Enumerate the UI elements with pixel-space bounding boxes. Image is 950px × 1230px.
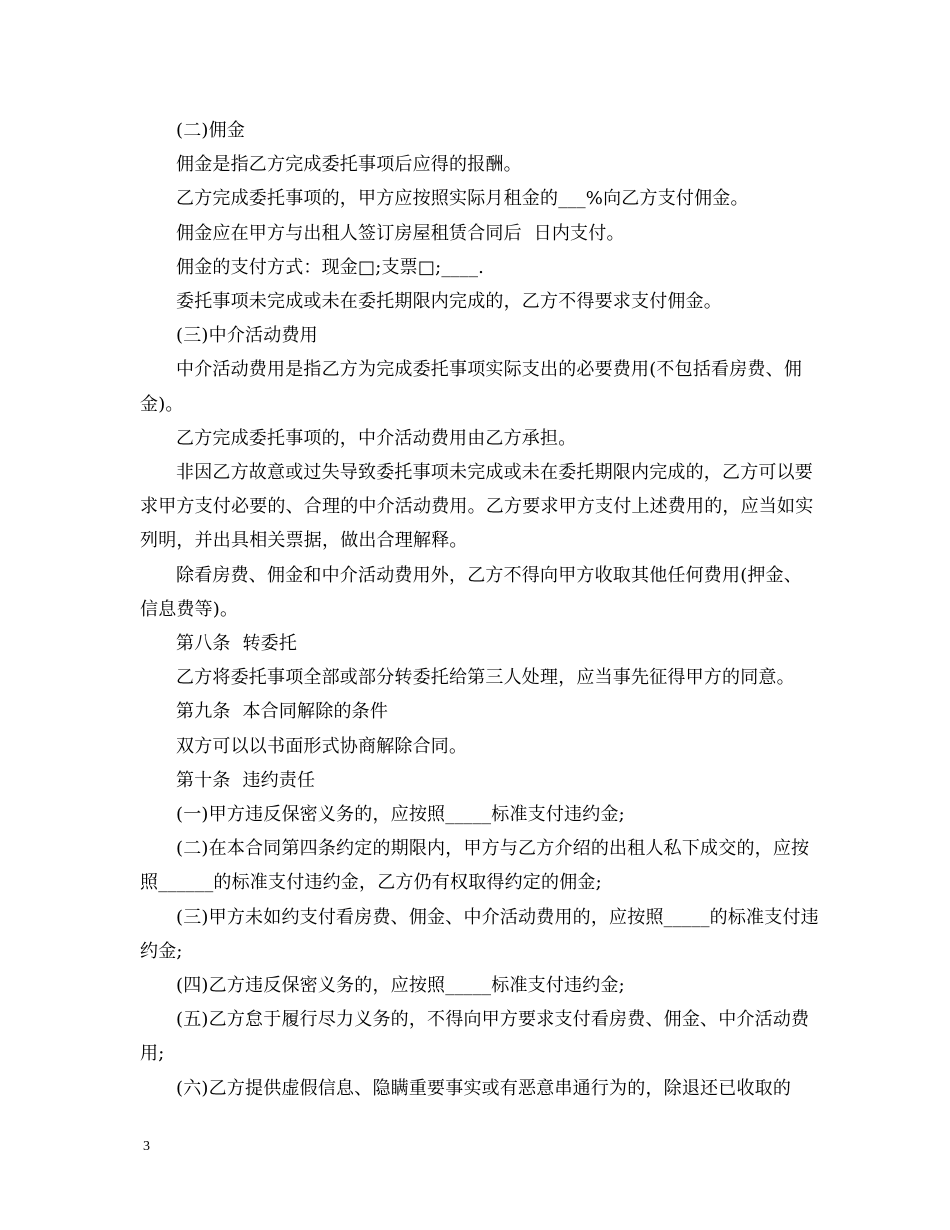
paragraph: 佣金应在甲方与出租人签订房屋租赁合同后 日内支付。 xyxy=(176,222,625,244)
paragraph: (二)在本合同第四条约定的期限内，甲方与乙方介绍的出租人私下成交的，应按照______的标准支付违约金，乙方仍有权取得约定的佣金; xyxy=(140,838,810,894)
paragraph: 佣金的支付方式：现金□;支票□;____. xyxy=(176,256,485,278)
paragraph: 中介活动费用是指乙方为完成委托事项实际支出的必要费用(不包括看房费、佣金)。 xyxy=(140,359,803,415)
paragraph: (三)甲方未如约支付看房费、佣金、中介活动费用的，应按照_____的标准支付违约金; xyxy=(140,906,819,962)
article-heading-8: 第八条 转委托 xyxy=(176,633,298,655)
paragraph: 除看房费、佣金和中介活动费用外，乙方不得向甲方收取其他任何费用(押金、信息费等)。 xyxy=(140,564,803,620)
paragraph: 委托事项未完成或未在委托期限内完成的，乙方不得要求支付佣金。 xyxy=(176,291,722,313)
paragraph: (六)乙方提供虚假信息、隐瞒重要事实或有恶意串通行为的，除退还已收取的 xyxy=(176,1077,792,1099)
paragraph: (一)甲方违反保密义务的，应按照_____标准支付违约金; xyxy=(176,804,625,826)
paragraph: (四)乙方违反保密义务的，应按照_____标准支付违约金; xyxy=(176,975,625,997)
paragraph: 佣金是指乙方完成委托事项后应得的报酬。 xyxy=(176,154,522,176)
paragraph: 非因乙方故意或过失导致委托事项未完成或未在委托期限内完成的，乙方可以要求甲方支付必要的、合理的中介活动费用。乙方要求甲方支付上述费用的，应当如实列明，并出具相关票据，做出合理解释。 xyxy=(140,462,814,552)
document-body xyxy=(140,114,820,1106)
paragraph: 乙方完成委托事项的，甲方应按照实际月租金的___%向乙方支付佣金。 xyxy=(176,188,749,210)
paragraph: 双方可以以书面形式协商解除合同。 xyxy=(176,735,468,757)
article-heading-10: 第十条 违约责任 xyxy=(176,769,316,791)
paragraph: 乙方完成委托事项的，中介活动费用由乙方承担。 xyxy=(176,427,577,449)
section-heading-agency-fees: (三)中介活动费用 xyxy=(176,325,318,347)
paragraph: (五)乙方怠于履行尽力义务的，不得向甲方要求支付看房费、佣金、中介活动费用; xyxy=(140,1009,810,1065)
article-heading-9: 第九条 本合同解除的条件 xyxy=(176,701,389,723)
section-heading-commission: (二)佣金 xyxy=(176,120,246,141)
paragraph: 乙方将委托事项全部或部分转委托给第三人处理，应当事先征得甲方的同意。 xyxy=(176,667,795,689)
page-number: 3 xyxy=(143,1139,150,1154)
